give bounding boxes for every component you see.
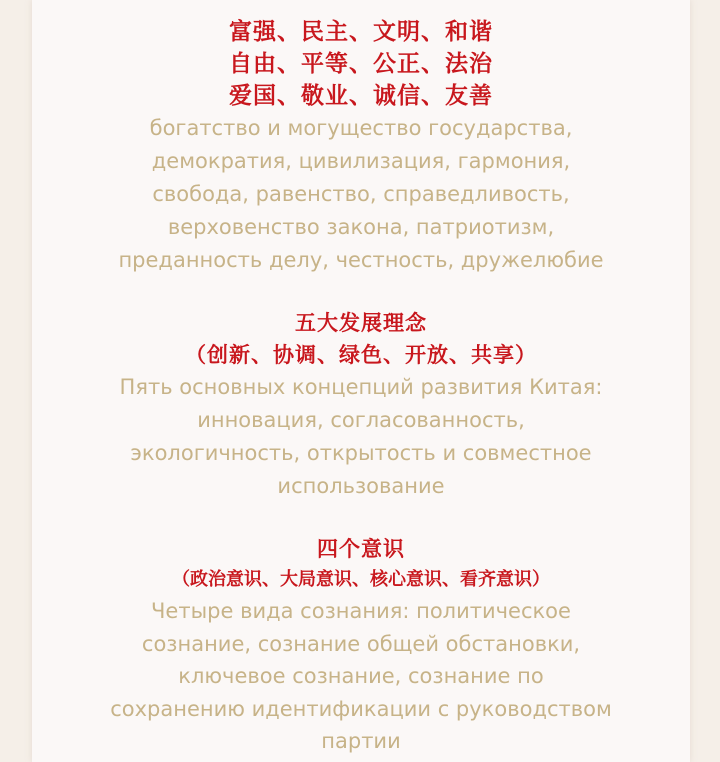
five-concepts-section	[32, 307, 690, 503]
five-concepts-translation-line: инновация, согласованность,	[197, 408, 525, 432]
four-consciousness-title: 四个意识	[317, 537, 405, 561]
four-consciousness-translation-line: сохранению идентификации с руководством	[110, 696, 612, 721]
four-consciousness-subtitle: （政治意识、大局意识、核心意识、看齐意识）	[172, 569, 550, 590]
core-values-title-line: 自由、平等、公正、法治	[229, 51, 493, 77]
core-values-translation-line: верховенство закона, патриотизм,	[167, 215, 555, 239]
four-consciousness-translation-line: Четыре вида сознания: политическое	[151, 599, 571, 623]
five-concepts-translation-line: Пять основных концепций развития Китая:	[119, 375, 603, 399]
five-concepts-translation-line: экологичность, открытость и совместное	[130, 441, 592, 465]
core-values-translation-line: демократия, цивилизация, гармония,	[151, 149, 571, 173]
core-values-translation-line: преданность делу, честность, дружелюбие	[118, 248, 604, 272]
core-values-title-line: 爱国、敬业、诚信、友善	[229, 83, 493, 109]
four-consciousness-translation-line: сознание, сознание общей обстановки,	[141, 631, 581, 656]
document-page	[32, 0, 690, 762]
five-concepts-translation-line: использование	[277, 474, 445, 498]
four-consciousness-translation-line: партии	[321, 729, 401, 753]
four-consciousness-section	[32, 533, 690, 758]
five-concepts-title: 五大发展理念	[295, 311, 427, 335]
core-values-title-line: 富强、民主、文明、和谐	[229, 19, 493, 45]
core-values-translation-line: богатство и могущество государства,	[149, 116, 573, 140]
five-concepts-subtitle: （创新、协调、绿色、开放、共享）	[185, 343, 537, 367]
four-consciousness-translation-line: ключевое сознание, сознание по	[178, 664, 544, 688]
core-values-translation-line: свобода, равенство, справедливость,	[152, 182, 570, 206]
core-values-section	[32, 16, 690, 277]
